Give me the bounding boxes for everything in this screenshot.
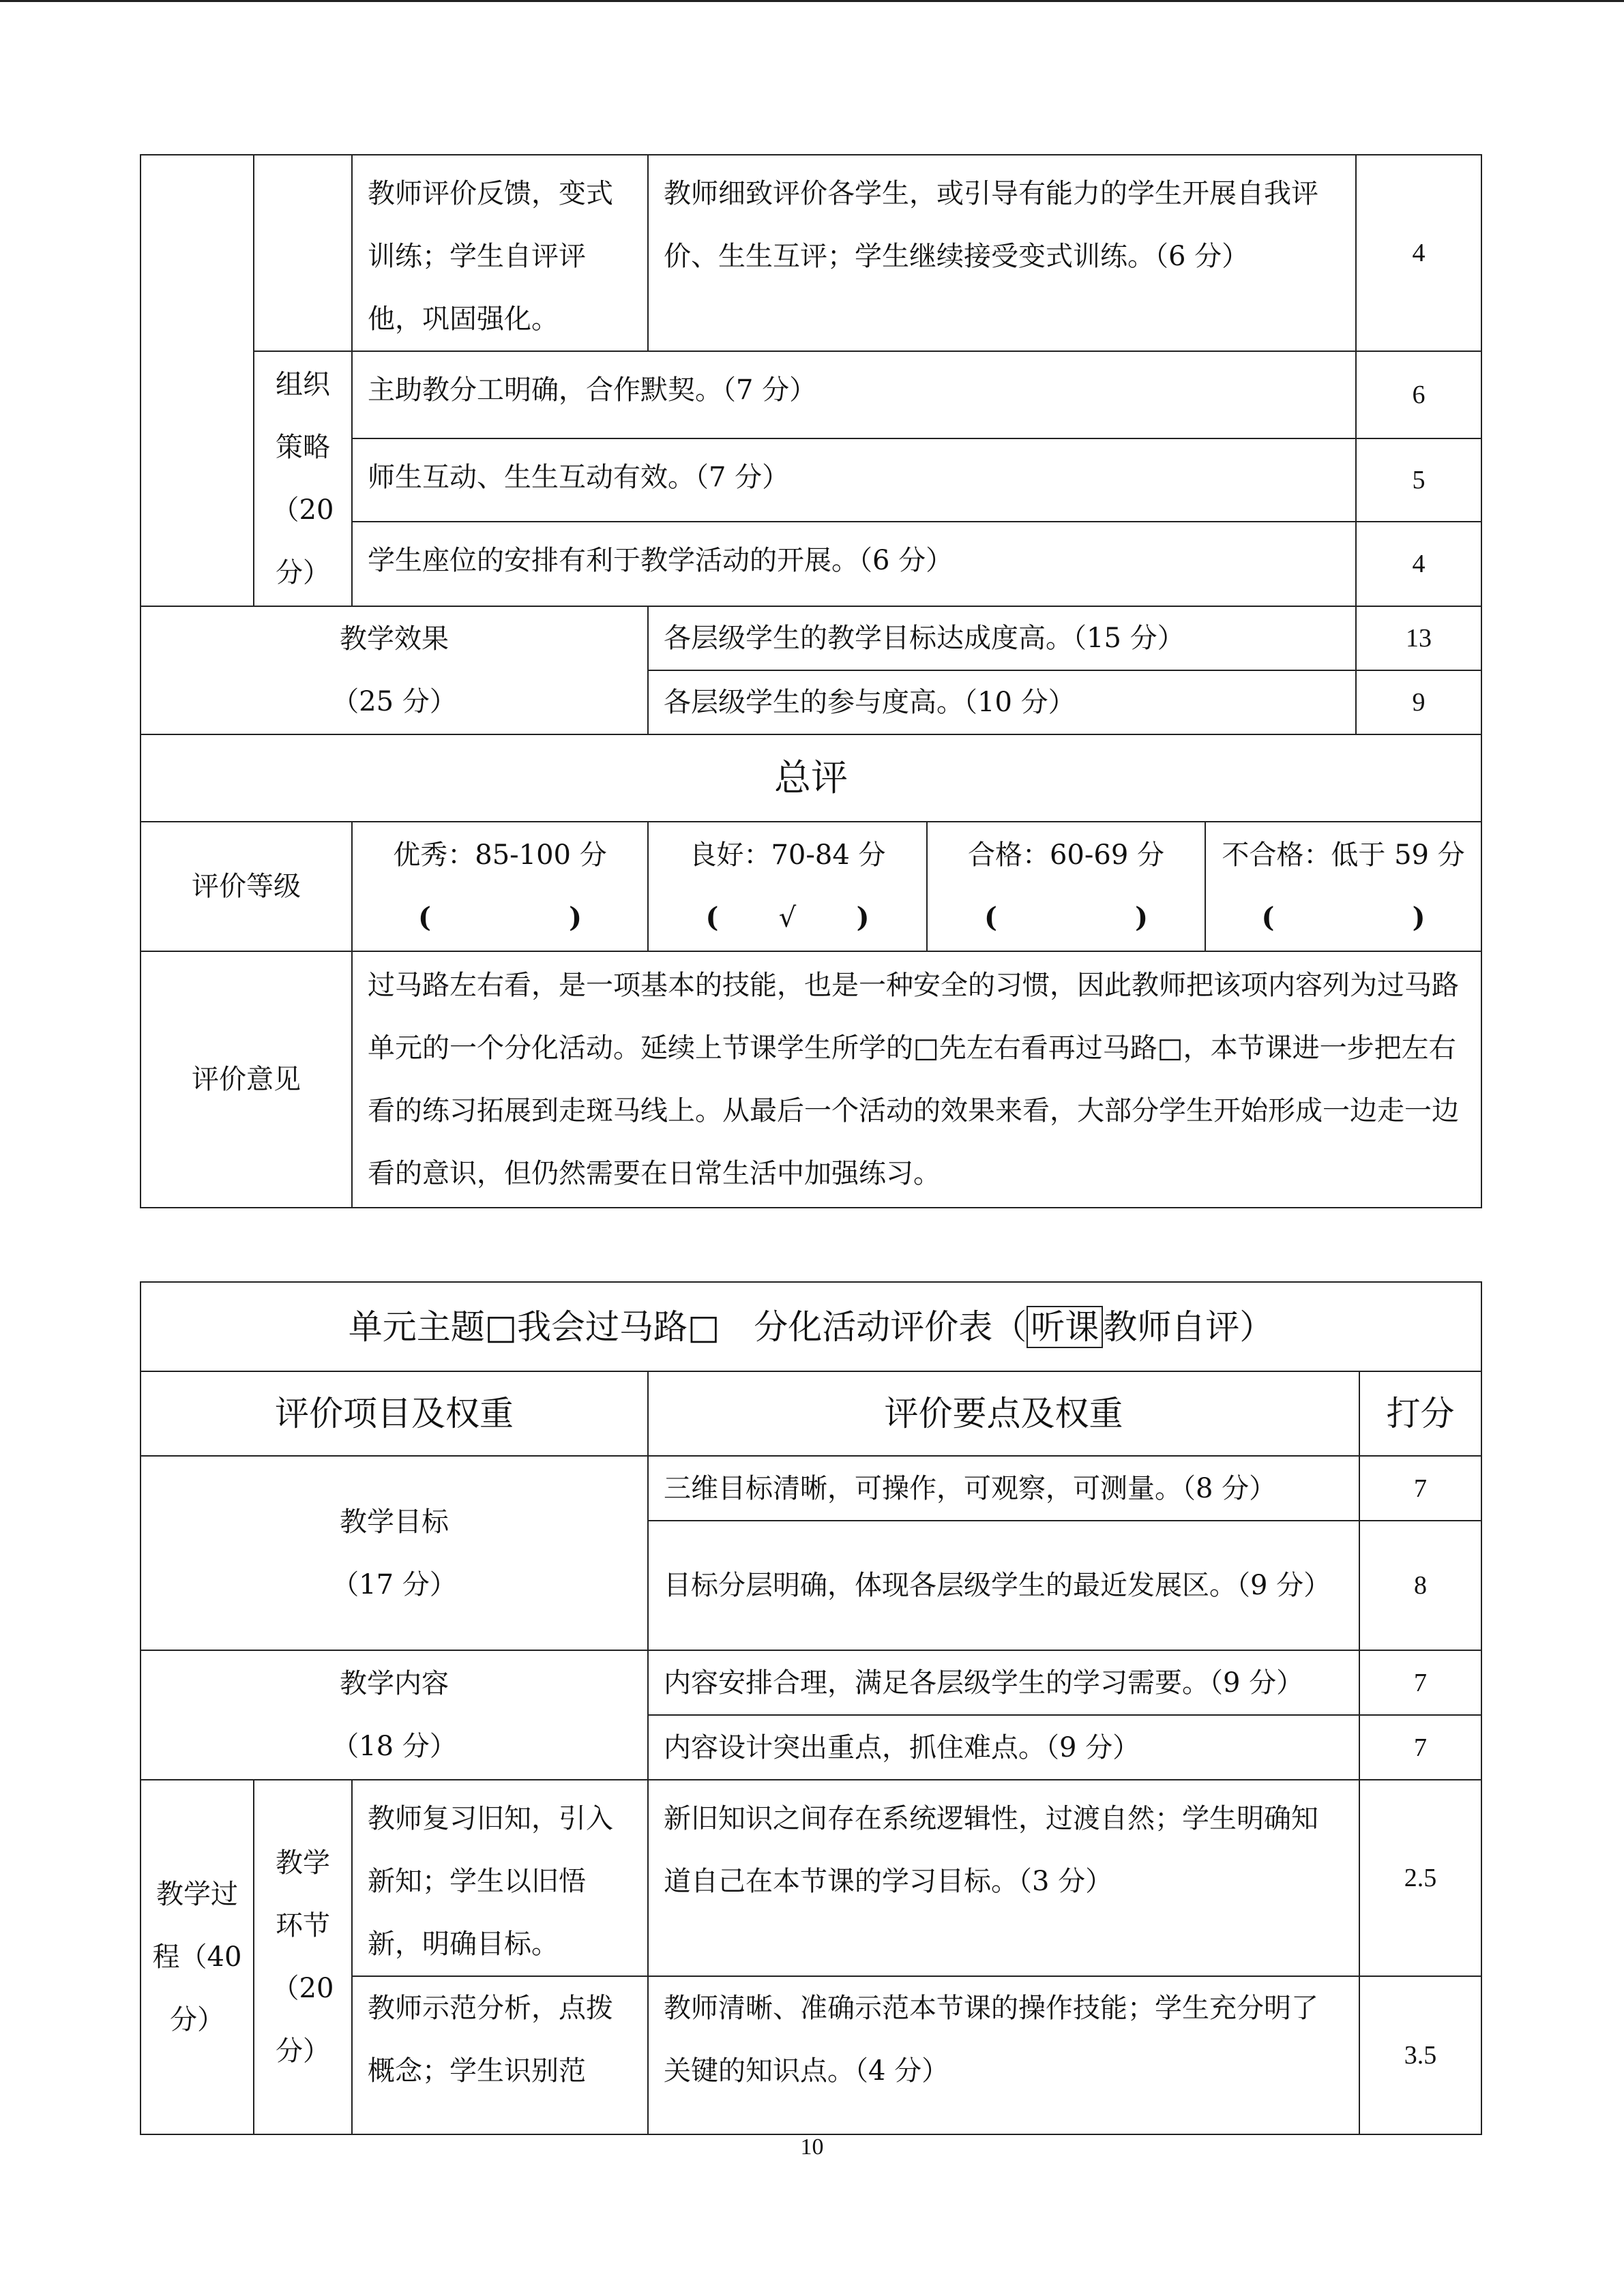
effect-weight: （25 分） (331, 686, 457, 717)
process-score-2: 3.5 (1359, 1976, 1481, 2134)
goal-label-cell (141, 1456, 648, 1650)
grade-fail (1205, 822, 1481, 951)
opinion-text: 过马路左右看，是一项基本的技能，也是一种安全的习惯，因此教师把该项内容列为过马路单元的一个分化活动。延续上节课学生所学的□先左右看再过马路□，本节课进一步把左右看的练习拓展到走斑马线上。从最后一个活动的效果来看，大部分学生开始形成一边走一边看的意识，但仍然需要在日常生活中加强练习。 (352, 951, 1481, 1208)
effect-score-1: 13 (1356, 606, 1481, 670)
grade-pass-name: 合格：60-69 分 (967, 839, 1165, 871)
summary-title: 总评 (141, 734, 1481, 822)
process-label-cell-continued (141, 155, 254, 606)
header-item: 评价项目及权重 (141, 1371, 648, 1456)
grade-fail-parens: ( ) (1261, 901, 1426, 934)
org-point-1: 主助教分工明确，合作默契。（7 分） (352, 351, 1356, 438)
grade-fail-name: 不合格：低于 59 分 (1222, 839, 1465, 871)
point-feedback: 教师细致评价各学生，或引导有能力的学生开展自我评价、生生互评；学生继续接受变式训练。（6 分） (648, 155, 1356, 351)
org-score-1: 6 (1356, 351, 1481, 438)
score-feedback: 4 (1356, 155, 1481, 351)
grade-excellent-name: 优秀：85-100 分 (393, 839, 607, 871)
sub-label-cell-continued (254, 155, 352, 351)
org-strategy-label: 组织策略（20分） (254, 351, 352, 606)
grade-good-parens: ( √ ) (706, 886, 870, 949)
process-step-2: 教师示范分析，点拨概念；学生识别范 (352, 1976, 648, 2134)
table2-title-tail: 教师自评） (1103, 1307, 1274, 1347)
grade-excellent (352, 822, 648, 951)
org-point-2: 师生互动、生生互动有效。（7 分） (352, 438, 1356, 522)
goal-point-2: 目标分层明确，体现各层级学生的最近发展区。（9 分） (648, 1521, 1359, 1650)
grade-excellent-parens: ( ) (418, 901, 582, 934)
effect-point-1: 各层级学生的教学目标达成度高。（15 分） (648, 606, 1356, 670)
goal-label: 教学目标 (340, 1506, 449, 1538)
grade-pass-parens: ( ) (984, 901, 1148, 934)
top-border-line (0, 0, 1624, 2)
header-score: 打分 (1359, 1371, 1481, 1456)
goal-score-1: 7 (1359, 1456, 1481, 1521)
org-score-3: 4 (1356, 522, 1481, 606)
effect-label-cell (141, 606, 648, 734)
evaluation-table-continued (140, 154, 1482, 1208)
page-number: 10 (800, 2134, 824, 2160)
process-label: 教学过程（40分） (141, 1780, 254, 2134)
grade-good-name: 良好：70-84 分 (689, 839, 886, 871)
process-sub-label: 教学环节（20分） (254, 1780, 352, 2134)
grade-label: 评价等级 (141, 822, 352, 951)
effect-score-2: 9 (1356, 670, 1481, 734)
process-step-1: 教师复习旧知，引入新知；学生以旧悟新，明确目标。 (352, 1780, 648, 1976)
goal-point-1: 三维目标清晰，可操作，可观察，可测量。（8 分） (648, 1456, 1359, 1521)
effect-point-2: 各层级学生的参与度高。（10 分） (648, 670, 1356, 734)
grade-pass (927, 822, 1205, 951)
table2-title-boxed: 听课 (1027, 1306, 1103, 1348)
content-label: 教学内容 (340, 1668, 449, 1699)
header-point: 评价要点及权重 (648, 1371, 1359, 1456)
effect-label: 教学效果 (340, 623, 449, 655)
org-point-3: 学生座位的安排有利于教学活动的开展。（6 分） (352, 522, 1356, 606)
step-feedback: 教师评价反馈，变式训练；学生自评评他，巩固强化。 (352, 155, 648, 351)
process-score-1: 2.5 (1359, 1780, 1481, 1976)
org-score-2: 5 (1356, 438, 1481, 522)
content-label-cell (141, 1650, 648, 1780)
grade-good (648, 822, 927, 951)
content-point-2: 内容设计突出重点，抓住难点。（9 分） (648, 1715, 1359, 1780)
content-point-1: 内容安排合理，满足各层级学生的学习需要。（9 分） (648, 1650, 1359, 1715)
evaluation-table-self (140, 1281, 1482, 2135)
process-point-1: 新旧知识之间存在系统逻辑性，过渡自然；学生明确知道自己在本节课的学习目标。（3 分） (648, 1780, 1359, 1976)
goal-weight: （17 分） (331, 1568, 457, 1600)
table2-title-main: 单元主题□我会过马路□ 分化活动评价表（ (348, 1307, 1027, 1347)
content-score-2: 7 (1359, 1715, 1481, 1780)
content-score-1: 7 (1359, 1650, 1481, 1715)
grade-good-check-mark: √ (778, 902, 797, 934)
content-weight: （18 分） (331, 1731, 457, 1762)
goal-score-2: 8 (1359, 1521, 1481, 1650)
opinion-label: 评价意见 (141, 951, 352, 1208)
process-point-2: 教师清晰、准确示范本节课的操作技能；学生充分明了关键的知识点。（4 分） (648, 1976, 1359, 2134)
table2-title (141, 1282, 1481, 1371)
